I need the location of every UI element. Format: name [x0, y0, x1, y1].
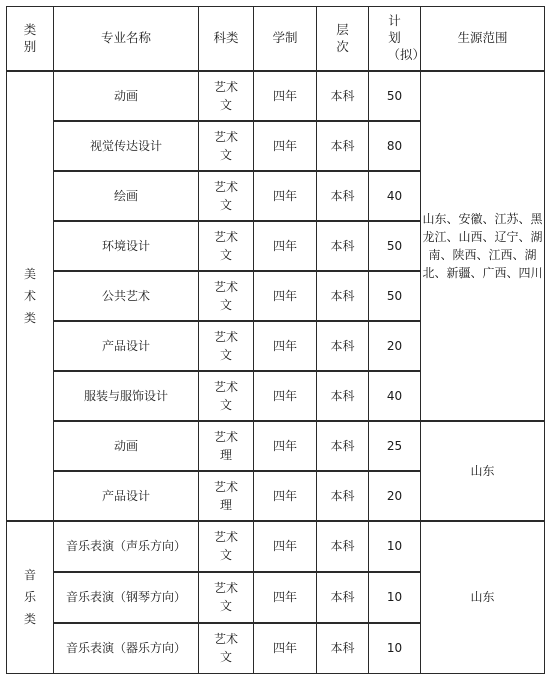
major-cell: 动画: [54, 71, 199, 121]
header-level: 层次: [317, 7, 369, 71]
level-cell: 本科: [317, 421, 369, 471]
duration-cell: 四年: [254, 521, 317, 572]
category-cell: 音乐类: [7, 521, 54, 674]
subject-cell: 艺术文: [199, 521, 254, 572]
level-cell: 本科: [317, 521, 369, 572]
level-cell: 本科: [317, 572, 369, 623]
category-cell: 美术类: [7, 71, 54, 521]
plan-cell: 40: [369, 371, 421, 421]
plan-cell: 50: [369, 71, 421, 121]
duration-cell: 四年: [254, 271, 317, 321]
subject-cell: 艺术文: [199, 121, 254, 171]
plan-cell: 10: [369, 572, 421, 623]
subject-cell: 艺术文: [199, 623, 254, 674]
major-cell: 环境设计: [54, 221, 199, 271]
subject-cell: 艺术文: [199, 221, 254, 271]
major-cell: 视觉传达设计: [54, 121, 199, 171]
level-cell: 本科: [317, 171, 369, 221]
plan-cell: 20: [369, 471, 421, 521]
major-cell: 音乐表演（钢琴方向）: [54, 572, 199, 623]
level-cell: 本科: [317, 221, 369, 271]
source-cell: 山东: [421, 421, 545, 521]
major-cell: 绘画: [54, 171, 199, 221]
source-cell: 山东、安徽、江苏、黑龙江、山西、辽宁、湖南、陕西、江西、湖北、新疆、广西、四川: [421, 71, 545, 421]
duration-cell: 四年: [254, 471, 317, 521]
level-cell: 本科: [317, 271, 369, 321]
level-cell: 本科: [317, 71, 369, 121]
level-cell: 本科: [317, 623, 369, 674]
header-category: 类别: [7, 7, 54, 71]
source-cell: 山东: [421, 521, 545, 674]
header-major: 专业名称: [54, 7, 199, 71]
plan-cell: 80: [369, 121, 421, 171]
duration-cell: 四年: [254, 371, 317, 421]
subject-cell: 艺术文: [199, 171, 254, 221]
major-cell: 产品设计: [54, 321, 199, 371]
plan-cell: 50: [369, 221, 421, 271]
subject-cell: 艺术文: [199, 271, 254, 321]
level-cell: 本科: [317, 321, 369, 371]
duration-cell: 四年: [254, 221, 317, 271]
header-subject: 科类: [199, 7, 254, 71]
major-cell: 音乐表演（器乐方向）: [54, 623, 199, 674]
major-cell: 服装与服饰设计: [54, 371, 199, 421]
subject-cell: 艺术理: [199, 421, 254, 471]
plan-cell: 10: [369, 521, 421, 572]
subject-cell: 艺术文: [199, 321, 254, 371]
major-cell: 产品设计: [54, 471, 199, 521]
level-cell: 本科: [317, 471, 369, 521]
subject-cell: 艺术文: [199, 572, 254, 623]
duration-cell: 四年: [254, 421, 317, 471]
duration-cell: 四年: [254, 321, 317, 371]
table-row: [7, 71, 545, 121]
subject-cell: 艺术文: [199, 371, 254, 421]
duration-cell: 四年: [254, 171, 317, 221]
table-row: [7, 421, 545, 471]
plan-cell: 25: [369, 421, 421, 471]
major-cell: 动画: [54, 421, 199, 471]
duration-cell: 四年: [254, 121, 317, 171]
level-cell: 本科: [317, 371, 369, 421]
plan-cell: 10: [369, 623, 421, 674]
plan-cell: 40: [369, 171, 421, 221]
subject-cell: 艺术文: [199, 71, 254, 121]
level-cell: 本科: [317, 121, 369, 171]
header-row: [7, 7, 545, 71]
enrollment-plan-table: [6, 6, 545, 674]
plan-cell: 20: [369, 321, 421, 371]
header-source: 生源范围: [421, 7, 545, 71]
duration-cell: 四年: [254, 623, 317, 674]
table-row: [7, 521, 545, 572]
major-cell: 公共艺术: [54, 271, 199, 321]
plan-cell: 50: [369, 271, 421, 321]
major-cell: 音乐表演（声乐方向）: [54, 521, 199, 572]
duration-cell: 四年: [254, 71, 317, 121]
duration-cell: 四年: [254, 572, 317, 623]
header-plan: 计划（拟）: [369, 7, 421, 71]
subject-cell: 艺术理: [199, 471, 254, 521]
header-duration: 学制: [254, 7, 317, 71]
